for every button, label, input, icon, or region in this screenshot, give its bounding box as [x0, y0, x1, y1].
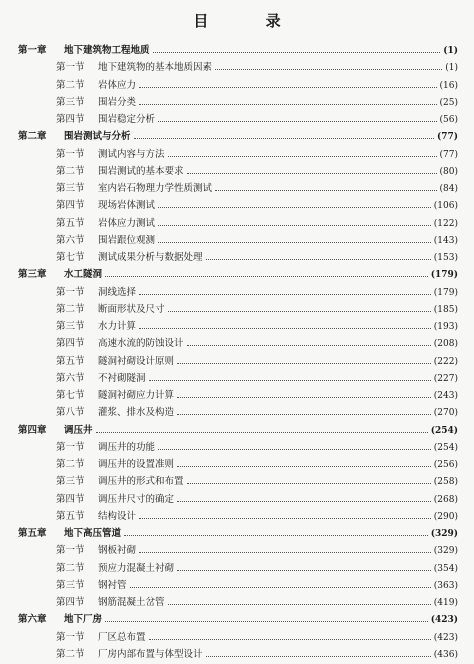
toc-entry-number: 第一节	[56, 631, 85, 643]
toc-entry-title: 断面形状及尺寸	[98, 303, 165, 315]
toc-entry-number: 第四节	[56, 200, 85, 212]
toc-leader-dots	[177, 363, 431, 364]
toc-leader-dots	[158, 207, 431, 208]
toc-entry-number: 第三节	[56, 321, 85, 332]
toc-leader-dots	[177, 501, 431, 502]
toc-leader-dots	[149, 639, 431, 640]
toc-leader-dots	[206, 259, 431, 260]
toc-entry-title: 调压井的形式和布置	[98, 476, 184, 488]
toc-entry-number: 第一章	[18, 45, 47, 56]
toc-leader-dots	[105, 276, 428, 277]
toc-section-row	[18, 646, 458, 663]
toc-section-row	[18, 77, 458, 94]
toc-leader-dots	[139, 104, 437, 105]
toc-chapter-row	[18, 42, 458, 59]
toc-entry-page: (143)	[433, 235, 458, 246]
toc-leader-dots	[187, 345, 431, 346]
toc-entry-page: (106)	[433, 201, 458, 212]
toc-entry-number: 第五节	[56, 355, 85, 367]
toc-leader-dots	[215, 190, 437, 191]
toc-entry-title: 隧洞衬砌设计原则	[98, 355, 175, 367]
toc-entry-title: 厂房内部布置与体型设计	[98, 648, 203, 660]
toc-entry-number: 第六章	[18, 614, 47, 626]
toc-section-row	[18, 180, 458, 197]
toc-entry-number: 第三节	[56, 96, 85, 108]
toc-section-row	[18, 59, 458, 76]
toc-entry-title: 结构设计	[98, 510, 137, 522]
toc-entry-number: 第六节	[56, 234, 85, 246]
toc-leader-dots	[177, 570, 431, 571]
toc-leader-dots	[139, 294, 431, 295]
toc-leader-dots	[139, 552, 431, 553]
toc-entry-title: 隧洞衬砌应力计算	[98, 390, 175, 401]
toc-leader-dots	[139, 87, 437, 88]
toc-section-row	[18, 439, 458, 456]
toc-entry-page: (193)	[433, 322, 458, 332]
toc-leader-dots	[206, 656, 431, 657]
toc-section-row	[18, 404, 458, 421]
toc-chapter-row	[18, 422, 458, 439]
toc-entry-title: 围岩测试与分析	[64, 131, 131, 143]
toc-section-row	[18, 94, 458, 111]
toc-entry-title: 钢衬管	[98, 579, 127, 591]
toc-entry-title: 围岩分类	[98, 96, 137, 108]
toc-leader-dots	[177, 466, 431, 467]
toc-entry-page: (77)	[436, 132, 458, 143]
table-of-contents	[18, 42, 458, 663]
toc-entry-title: 高速水流的防蚀设计	[98, 338, 184, 350]
toc-entry-title: 洞线选择	[98, 286, 137, 298]
toc-entry-page: (185)	[433, 304, 458, 315]
toc-entry-title: 测试内容与方法	[98, 148, 165, 160]
toc-entry-page: (84)	[439, 184, 458, 194]
toc-entry-number: 第四节	[56, 338, 85, 350]
toc-section-row	[18, 387, 458, 404]
toc-entry-page: (423)	[430, 615, 458, 626]
toc-entry-number: 第五节	[56, 510, 85, 522]
toc-entry-page: (56)	[439, 115, 458, 125]
toc-leader-dots	[158, 121, 437, 122]
toc-leader-dots	[96, 432, 428, 433]
toc-chapter-row	[18, 128, 458, 145]
toc-entry-page: (290)	[433, 511, 458, 522]
toc-entry-number: 第四章	[18, 424, 47, 436]
toc-entry-title: 地下建筑物工程地质	[64, 45, 150, 56]
toc-entry-number: 第一节	[56, 545, 85, 557]
toc-leader-dots	[158, 449, 431, 450]
toc-leader-dots	[158, 225, 431, 226]
toc-entry-number: 第四节	[56, 597, 85, 608]
toc-entry-page: (208)	[433, 339, 458, 350]
toc-leader-dots	[149, 380, 431, 381]
toc-leader-dots	[168, 604, 431, 605]
toc-entry-title: 室内岩石物理力学性质测试	[98, 183, 213, 194]
toc-entry-page: (329)	[433, 546, 458, 557]
toc-section-row	[18, 215, 458, 232]
toc-section-row	[18, 249, 458, 266]
toc-leader-dots	[177, 397, 431, 398]
toc-entry-page: (423)	[433, 632, 458, 643]
toc-section-row	[18, 370, 458, 387]
toc-entry-title: 围岩跟位观测	[98, 234, 156, 246]
toc-entry-title: 地下建筑物的基本地质因素	[98, 62, 213, 74]
toc-entry-number: 第五节	[56, 217, 85, 229]
toc-section-row	[18, 491, 458, 508]
toc-entry-page: (363)	[433, 580, 458, 591]
toc-leader-dots	[168, 156, 437, 157]
toc-section-row	[18, 318, 458, 335]
toc-entry-title: 调压井的设置准则	[98, 459, 175, 470]
toc-entry-number: 第五章	[18, 528, 47, 539]
toc-entry-number: 第六节	[56, 372, 85, 384]
toc-leader-dots	[215, 69, 442, 70]
toc-leader-dots	[105, 621, 428, 622]
toc-entry-page: (254)	[430, 425, 458, 436]
toc-entry-number: 第二章	[18, 131, 47, 143]
toc-entry-title: 厂区总布置	[98, 631, 146, 643]
toc-entry-page: (1)	[443, 46, 458, 56]
toc-section-row	[18, 560, 458, 577]
toc-entry-page: (354)	[433, 563, 458, 574]
toc-entry-page: (222)	[433, 356, 458, 367]
toc-entry-number: 第七节	[56, 252, 85, 263]
toc-section-row	[18, 473, 458, 490]
toc-entry-page: (153)	[433, 253, 458, 263]
toc-entry-page: (1)	[445, 63, 458, 74]
toc-entry-number: 第一节	[56, 62, 85, 74]
toc-entry-page: (329)	[430, 529, 458, 539]
toc-leader-dots	[158, 242, 431, 243]
toc-entry-title: 围岩稳定分析	[98, 114, 156, 125]
toc-entry-number: 第八节	[56, 407, 85, 419]
toc-leader-dots	[130, 587, 431, 588]
toc-entry-page: (179)	[430, 270, 458, 281]
toc-leader-dots	[187, 483, 431, 484]
toc-entry-number: 第一节	[56, 286, 85, 298]
page-title: 目 录	[193, 12, 307, 30]
toc-leader-dots	[153, 52, 441, 53]
toc-section-row	[18, 301, 458, 318]
toc-entry-title: 调压井的功能	[98, 441, 156, 453]
toc-entry-title: 现场岩体测试	[98, 200, 156, 212]
toc-section-row	[18, 146, 458, 163]
toc-leader-dots	[124, 535, 428, 536]
toc-section-row	[18, 542, 458, 559]
toc-entry-title: 预应力混凝土衬砌	[98, 562, 175, 574]
toc-entry-title: 围岩测试的基本要求	[98, 165, 184, 177]
toc-entry-number: 第二节	[56, 562, 85, 574]
toc-entry-title: 地下高压管道	[64, 528, 122, 539]
toc-entry-number: 第一节	[56, 441, 85, 453]
toc-entry-page: (77)	[439, 149, 458, 160]
toc-entry-number: 第三章	[18, 269, 47, 281]
toc-entry-page: (16)	[439, 80, 458, 91]
toc-entry-number: 第七节	[56, 390, 85, 401]
toc-entry-page: (254)	[433, 442, 458, 453]
toc-leader-dots	[134, 138, 434, 139]
toc-entry-page: (436)	[433, 649, 458, 660]
toc-entry-number: 第二节	[56, 459, 85, 470]
toc-entry-page: (25)	[439, 97, 458, 108]
toc-entry-number: 第三节	[56, 183, 85, 194]
toc-section-row	[18, 111, 458, 128]
toc-section-row	[18, 284, 458, 301]
toc-leader-dots	[139, 328, 431, 329]
toc-chapter-row	[18, 611, 458, 628]
toc-entry-title: 地下厂房	[64, 614, 103, 626]
toc-section-row	[18, 353, 458, 370]
toc-entry-page: (227)	[433, 373, 458, 384]
toc-entry-page: (179)	[433, 287, 458, 298]
toc-section-row	[18, 163, 458, 180]
toc-chapter-row	[18, 266, 458, 283]
toc-entry-number: 第一节	[56, 148, 85, 160]
toc-entry-title: 测试成果分析与数据处理	[98, 252, 203, 263]
toc-entry-title: 水力计算	[98, 321, 137, 332]
toc-entry-title: 岩体应力	[98, 79, 137, 91]
toc-entry-number: 第二节	[56, 648, 85, 660]
toc-entry-title: 钢筋混凝土岔管	[98, 597, 165, 608]
toc-leader-dots	[187, 173, 437, 174]
toc-entry-title: 调压井	[64, 424, 93, 436]
toc-section-row	[18, 508, 458, 525]
toc-leader-dots	[168, 311, 431, 312]
toc-entry-page: (268)	[433, 494, 458, 505]
toc-entry-page: (258)	[433, 477, 458, 488]
toc-entry-title: 岩体应力测试	[98, 217, 156, 229]
toc-section-row	[18, 335, 458, 352]
toc-entry-title: 调压井尺寸的确定	[98, 493, 175, 505]
toc-entry-number: 第四节	[56, 114, 85, 125]
toc-entry-title: 不衬砌隧洞	[98, 372, 146, 384]
toc-section-row	[18, 594, 458, 611]
toc-entry-page: (122)	[433, 218, 458, 229]
toc-entry-number: 第三节	[56, 476, 85, 488]
toc-entry-number: 第三节	[56, 579, 85, 591]
toc-entry-title: 钢板衬砌	[98, 545, 137, 557]
toc-entry-page: (243)	[433, 391, 458, 401]
toc-entry-page: (419)	[433, 598, 458, 608]
toc-entry-number: 第二节	[56, 303, 85, 315]
toc-entry-page: (80)	[439, 166, 458, 177]
toc-section-row	[18, 197, 458, 214]
toc-chapter-row	[18, 525, 458, 542]
toc-entry-number: 第四节	[56, 493, 85, 505]
toc-leader-dots	[177, 414, 431, 415]
toc-entry-number: 第二节	[56, 79, 85, 91]
toc-entry-page: (270)	[433, 408, 458, 419]
toc-entry-page: (256)	[433, 460, 458, 470]
toc-section-row	[18, 232, 458, 249]
toc-entry-number: 第二节	[56, 165, 85, 177]
toc-section-row	[18, 456, 458, 473]
toc-section-row	[18, 629, 458, 646]
toc-leader-dots	[139, 518, 431, 519]
toc-section-row	[18, 577, 458, 594]
toc-entry-title: 水工隧洞	[64, 269, 103, 281]
toc-entry-title: 灌浆、排水及构造	[98, 407, 175, 419]
